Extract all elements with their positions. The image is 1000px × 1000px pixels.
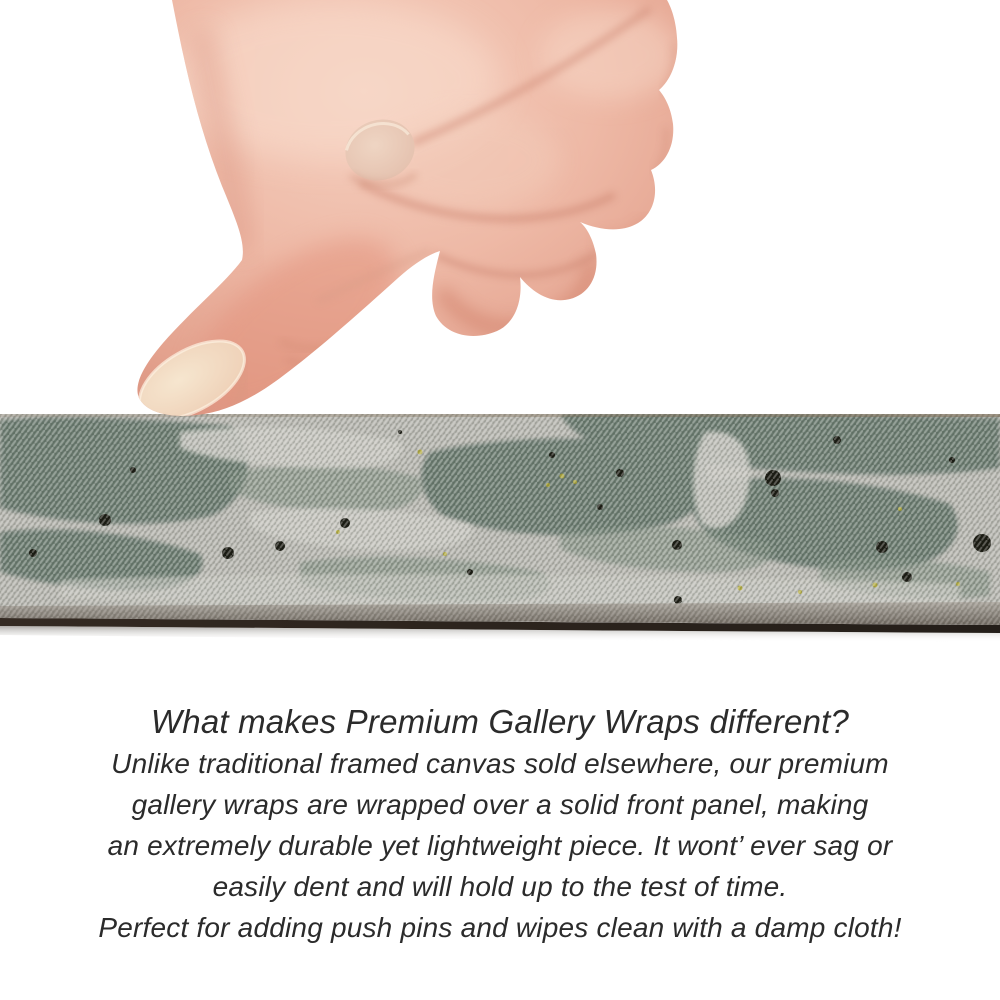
headline: What makes Premium Gallery Wraps different? (150, 703, 850, 740)
hand-thumb-pressing-photo (0, 0, 1000, 420)
body-line: easily dent and will hold up to the test of time. (212, 871, 788, 902)
body-line: Perfect for adding push pins and wipes clean with a damp cloth! (98, 912, 902, 943)
body-line: gallery wraps are wrapped over a solid front panel, making (131, 789, 869, 820)
canvas-edge-strip-photo (0, 412, 1000, 644)
body-line: Unlike traditional framed canvas sold elsewhere, our premium (111, 748, 889, 779)
marketing-copy (0, 700, 1000, 948)
canvas-painted-texture (0, 413, 1000, 610)
body-line: an extremely durable yet lightweight piece. It wont’ ever sag or (107, 830, 893, 861)
